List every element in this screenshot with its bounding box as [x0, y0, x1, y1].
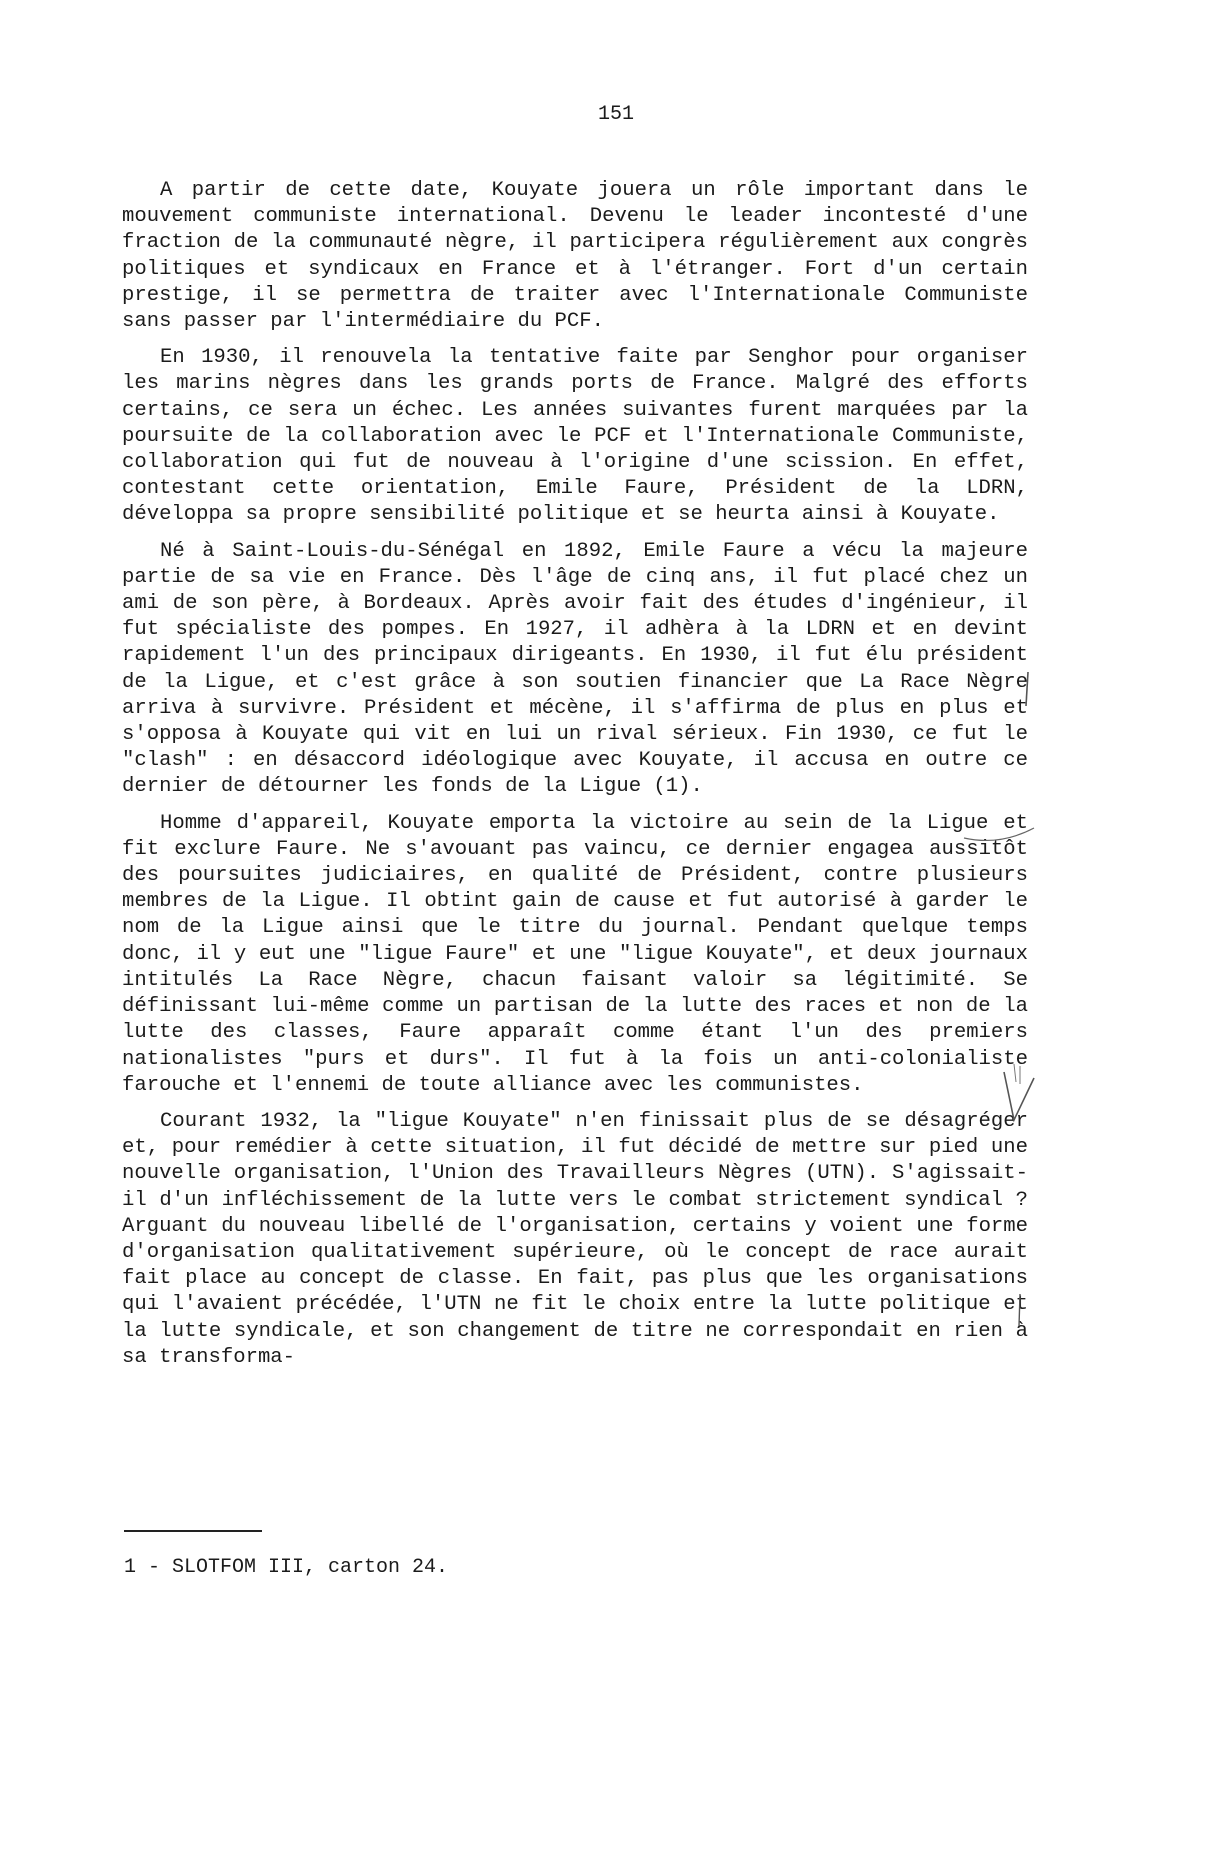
page-number: 151	[597, 103, 634, 126]
body-text	[122, 178, 1028, 1381]
paragraph: Homme d'appareil, Kouyate emporta la victoire au sein de la Ligue et fit exclure Faure. Ne s'avouant pas vaincu, ce dernier engagea aussitôt des poursuites judiciaires, en qualité de Président, contre plusieurs membres de la Ligue. Il obtint gain de cause et fut autorisé à garder le nom de la Ligue ainsi que le titre du journal. Pendant quelque temps donc, il y eut une "ligue Faure" et une "ligue Kouyate", et deux journaux intitulés La Race Nègre, chacun faisant valoir sa légitimité. Se définissant lui-même comme un partisan de la lutte des races et non de la lutte des classes, Faure apparaît comme étant l'un des premiers nationalistes "purs et durs". Il fut à la fois un anti-colonialiste farouche et l'ennemi de toute alliance avec les communistes.	[122, 811, 1028, 1097]
paragraph: En 1930, il renouvela la tentative faite par Senghor pour organiser les marins nègres dans les grands ports de France. Malgré des efforts certains, ce sera un échec. Les années suivantes furent marquées par la poursuite de la collaboration avec le PCF et l'Internationale Communiste, collaboration qui fut de nouveau à l'origine d'une scission. En effet, contestant cette orientation, Emile Faure, Président de la LDRN, développa sa propre sensibilité politique et se heurta ainsi à Kouyate.	[122, 346, 1028, 527]
paragraph: Courant 1932, la "ligue Kouyate" n'en finissait plus de se désagréger et, pour remédier à cette situation, il fut décidé de mettre sur pied une nouvelle organisation, l'Union des Travailleurs Nègres (UTN). S'agissait-il d'un infléchissement de la lutte vers le combat strictement syndical ? Arguant du nouveau libellé de l'organisation, certains y voient une forme d'organisation qualitativement supérieure, où le concept de race aurait fait place au concept de classe. En fait, pas plus que les organisations qui l'avaient précédée, l'UTN ne fit le choix entre la lutte politique et la lutte syndicale, et son changement de titre ne correspondait en rien à sa transforma-	[122, 1109, 1028, 1369]
footnote: 1 - SLOTFOM III, carton 24.	[124, 1556, 449, 1579]
paragraph: Né à Saint-Louis-du-Sénégal en 1892, Emile Faure a vécu la majeure partie de sa vie en France. Dès l'âge de cinq ans, il fut placé chez un ami de son père, à Bordeaux. Après avoir fait des études d'ingénieur, il fut spécialiste des pompes. En 1927, il adhèra à la LDRN et en devint rapidement l'un des principaux dirigeants. En 1930, il fut élu président de la Ligue, et c'est grâce à son soutien financier que La Race Nègre arriva à survivre. Président et mécène, il s'affirma de plus en plus et s'opposa à Kouyate qui vit en lui un rival sérieux. Fin 1930, ce fut le "clash" : en désaccord idéologique avec Kouyate, il accusa en outre ce dernier de détourner les fonds de la Ligue (1).	[122, 539, 1028, 799]
paragraph: A partir de cette date, Kouyate jouera un rôle important dans le mouvement communiste international. Devenu le leader incontesté d'une fraction de la communauté nègre, il participera régulièrement aux congrès politiques et syndicaux en France et à l'étranger. Fort d'un certain prestige, il se permettra de traiter avec l'Internationale Communiste sans passer par l'intermédiaire du PCF.	[122, 179, 1028, 334]
footnote-divider	[124, 1530, 262, 1532]
